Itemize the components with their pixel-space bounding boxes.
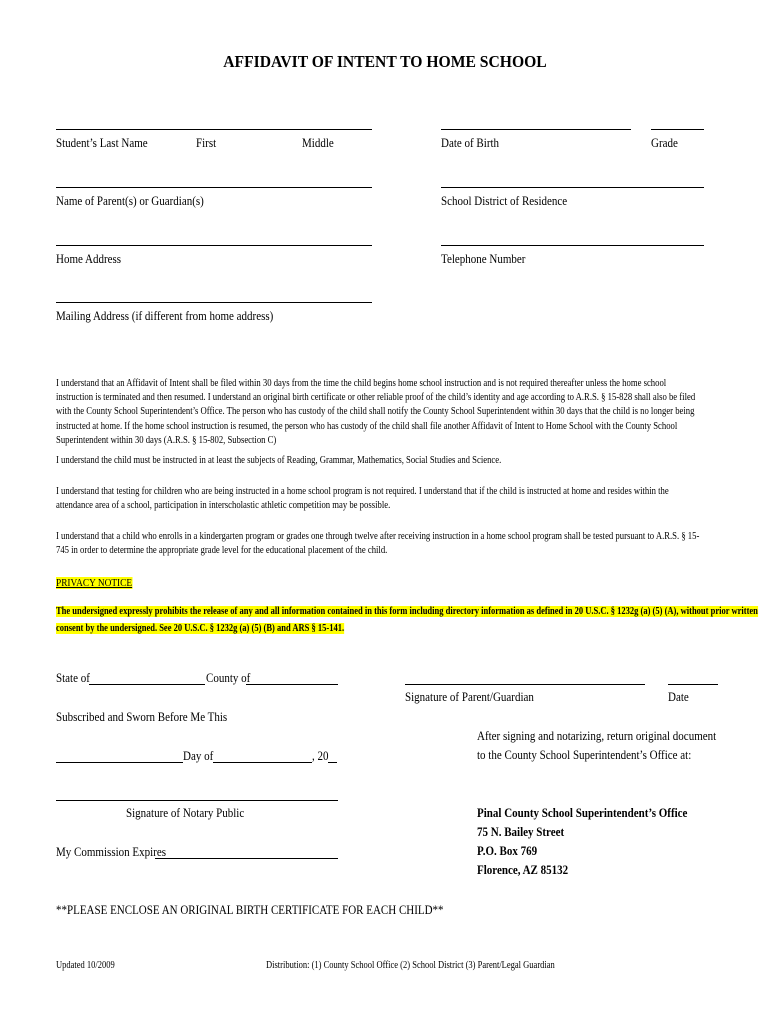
updated-date: Updated 10/2009 <box>56 960 115 971</box>
return-instructions-1: After signing and notarizing, return original document <box>477 729 717 743</box>
privacy-line-2: consent by the undersigned. See 20 U.S.C. § 1232g (a) (5) (B) and ARS § 15-141. <box>56 623 345 634</box>
mailing-address-label: Mailing Address (if different from home address) <box>56 309 274 323</box>
commission-line[interactable] <box>155 858 338 859</box>
year-label: , 20 <box>312 749 329 763</box>
state-line[interactable] <box>89 684 205 685</box>
home-address-line[interactable] <box>56 245 372 246</box>
telephone-line[interactable] <box>441 245 704 246</box>
commission-label: My Commission Expires <box>56 845 167 859</box>
telephone-label: Telephone Number <box>441 252 526 266</box>
subscribed-label: Subscribed and Sworn Before Me This <box>56 710 228 724</box>
parent-date-label: Date <box>668 690 689 704</box>
parent-signature-label: Signature of Parent/Guardian <box>405 690 534 704</box>
month-line[interactable] <box>213 762 312 763</box>
privacy-line-1: The undersigned expressly prohibits the release of any and all information contained in this form including directory information as defined in 20 U.S.C. § 1232g (a) (5) (A), without prior written <box>56 606 758 617</box>
parent-signature-line[interactable] <box>405 684 645 685</box>
paragraph-filing: I understand that an Affidavit of Intent shall be filed within 30 days from the time the child begins home school instruction and is not required thereafter unless the home school instruction is terminated and then resumed. I understand an original birth certificate or other reliable proof of the child’s identity and age according to A.R.S. § 15-828 shall also be filed with the County School Superintendent’s Office. The person who has custody of the child shall notify the County School Superintendent within 30 days that the child is no longer being instructed at home. If the home school instruction is resumed, the person who has custody of the child shall file another Affidavit of Intent to Home School with the County School Superintendent within 30 days (A.R.S. § 15-802, Subsection C) <box>56 378 696 446</box>
last-name-line[interactable] <box>56 129 372 130</box>
district-line[interactable] <box>441 187 704 188</box>
paragraph-testing: I understand that testing for children who are being instructed in a home school program is not required. I understand that if the child is instructed at home and resides within the attendance area of a school, participation in interscholastic athletic competition may be possible. <box>56 486 669 512</box>
state-label: State of <box>56 671 90 685</box>
middle-name-label: Middle <box>302 136 334 150</box>
grade-line[interactable] <box>651 129 704 130</box>
dob-label: Date of Birth <box>441 136 500 150</box>
enclose-notice: **PLEASE ENCLOSE AN ORIGINAL BIRTH CERTIFICATE FOR EACH CHILD** <box>56 903 444 917</box>
parent-date-line[interactable] <box>668 684 718 685</box>
last-name-label: Student’s Last Name <box>56 136 148 150</box>
notary-signature-line[interactable] <box>56 800 338 801</box>
office-street: 75 N. Bailey Street <box>477 825 565 839</box>
office-po-box: P.O. Box 769 <box>477 844 538 858</box>
mailing-address-line[interactable] <box>56 302 372 303</box>
dob-line[interactable] <box>441 129 631 130</box>
home-address-label: Home Address <box>56 252 122 266</box>
return-instructions-2: to the County School Superintendent’s Office at: <box>477 748 692 762</box>
day-line[interactable] <box>56 762 183 763</box>
paragraph-kindergarten: I understand that a child who enrolls in a kindergarten program or grades one through twelve after receiving instruction in a home school program shall be tested pursuant to A.R.S. § 15-745 in order to determine the appropriate grade level for the educational placement of the child. <box>56 531 700 557</box>
privacy-heading: PRIVACY NOTICE <box>56 577 133 589</box>
paragraph-subjects: I understand the child must be instructed in at least the subjects of Reading, Grammar, Mathematics, Social Studies and Science. <box>56 455 502 466</box>
office-name: Pinal County School Superintendent’s Office <box>477 806 688 820</box>
district-label: School District of Residence <box>441 194 568 208</box>
notary-signature-label: Signature of Notary Public <box>126 806 245 820</box>
parents-line[interactable] <box>56 187 372 188</box>
year-line[interactable] <box>328 762 337 763</box>
county-label: County of <box>206 671 251 685</box>
office-city: Florence, AZ 85132 <box>477 863 569 877</box>
distribution-list: Distribution: (1) County School Office (2) School District (3) Parent/Legal Guardian <box>266 960 555 971</box>
page-title: AFFIDAVIT OF INTENT TO HOME SCHOOL <box>223 52 547 71</box>
county-line[interactable] <box>246 684 338 685</box>
grade-label: Grade <box>651 136 678 150</box>
first-name-label: First <box>196 136 217 150</box>
day-of-label: Day of <box>183 749 214 763</box>
parents-label: Name of Parent(s) or Guardian(s) <box>56 194 204 208</box>
